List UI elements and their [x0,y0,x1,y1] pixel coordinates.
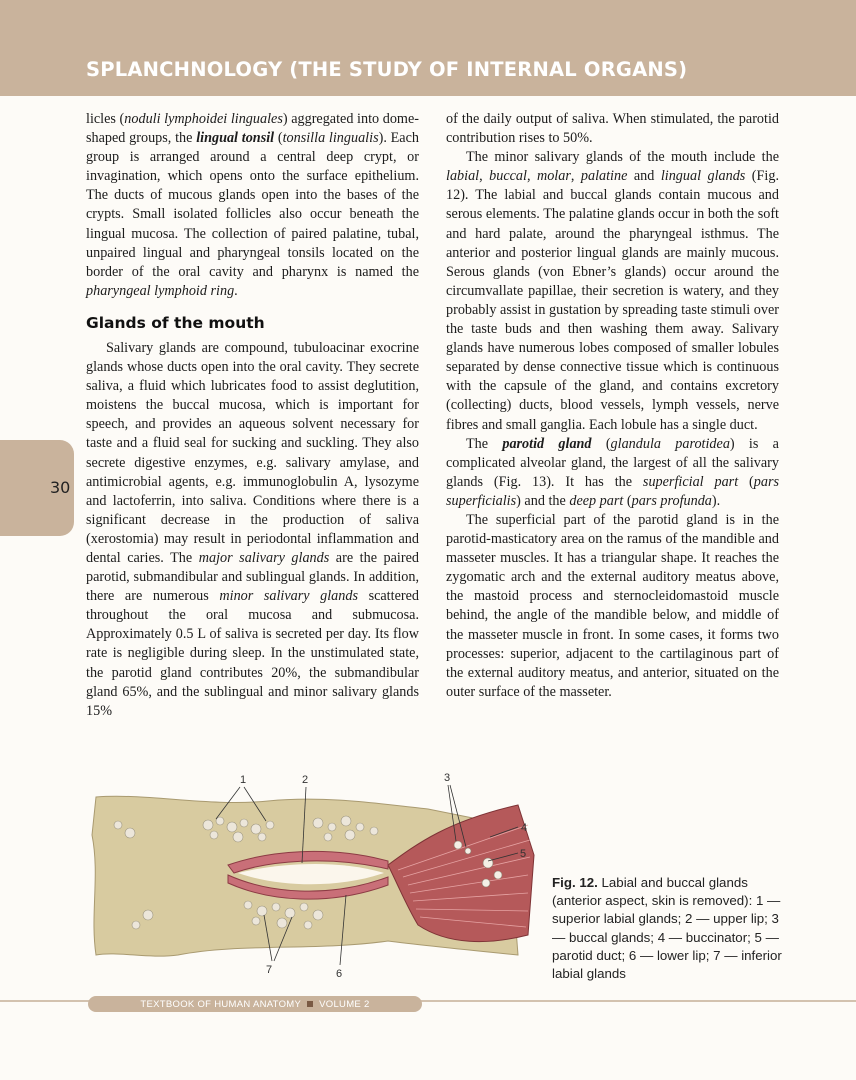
italic-term: molar [536,168,571,185]
figure-caption [552,874,782,983]
italic-term: buccal [489,168,527,185]
text-run: ) and the [516,492,570,509]
italic-term: deep part [569,492,624,509]
text-run: The [466,435,503,452]
emphasis: lingual tonsil [196,130,275,147]
italic-term: glandula parotidea [610,435,730,452]
text-run: ( [591,435,611,452]
italic-term: pharyngeal lymphoid ring [86,282,235,299]
square-bullet-icon [307,1001,313,1007]
footer-band [88,996,422,1012]
text-run: , [479,168,490,185]
text-run: (Fig. 12). The labial and buccal glands contain mucous and serous elements. The palatine glands occur in both the soft and hard palate, around the pharyngeal isthmus. The anterior and posterior lingual glands are mainly mucous. Serous glands (von Ebner’s glands) occur around the circumvallate papillae, their secretion is watery, and they probably assist in gustation by spreading taste stimuli over the taste buds and then washing them away. Salivary glands have numerous lobes composed of smaller lobules separated by dense connective tissue which is continuous with the capsule of the gland, and contains excretory (collecting) ducts, blood vessels, lymph vessels, nerve fibres and small ganglia. Each lobule has a single duct. [446,168,779,433]
figure-label: 3 [444,772,451,784]
text-run: , [570,168,581,185]
paragraph [446,110,779,148]
italic-term: tonsilla lingualis [282,130,379,147]
italic-term: major salivary glands [198,549,330,566]
text-run: and [627,168,661,185]
italic-term: lingual glands [660,168,746,185]
text-run: of the daily output of saliva. When stimulated, the parotid contribution rises to 50%. [446,111,779,147]
text-run: ( [738,473,754,490]
figure-caption-label: Fig. 12. [552,875,598,890]
italic-term: minor salivary glands [219,588,358,605]
right-column [446,110,779,702]
text-run: are the paired parotid, submandibular and sublingual glands. In addition, there are numerous [86,549,419,605]
emphasis: parotid gland [502,435,592,452]
paragraph [86,110,419,301]
figure-illustration [88,765,540,980]
paragraph [446,148,779,434]
figure-label: 7 [266,964,273,976]
text-run: licles ( [86,111,125,127]
figure-label: 4 [521,822,528,834]
footer-book-title: TEXTBOOK OF HUMAN ANATOMY [140,998,302,1010]
text-run: , [526,168,537,185]
italic-term: labial [446,168,480,185]
text-run: Salivary glands are compound, tubuloacinar exocrine glands whose ducts open into the oral cavity. They secrete saliva, a fluid which lubricates food to assist deglutition, moistens the buccal mucosa, which is important for speech, and provides an aqueous solvent necessary for taste and a fluid seal for sucking and suckling. They also secrete digestive enzymes, e.g. salivary amylase, and antimicrobial agents, e.g. immunoglobulin A, lysozyme and lactoferrin, into saliva. Conditions where there is a significant decrease in the production of saliva (xerostomia) may result in periodontal inflammation and dental caries. The [86,339,419,566]
header-band [0,0,856,96]
chapter-title: SPLANCHNOLOGY (THE STUDY OF INTERNAL ORGANS) [86,58,688,81]
text-run: ( [274,130,283,147]
text-run: ( [623,492,632,509]
italic-term: palatine [580,168,628,185]
italic-term: noduli lymphoidei linguales [124,111,283,127]
text-run: The superficial part of the parotid gland is in the parotid-masticatory area on the ramus of the mandible and masseter muscles. It has a triangular shape. It reaches the zygomatic arch and the external auditory meatus above, the mastoid process and sternocleidomastoid muscle behind, the angle of the mandible below, and middle of the masseter muscle in front. In some cases, it forms two processes: superior, adjacent to the cartilaginous part of the external auditory meatus, and anterior, situated on the outer surface of the masseter. [446,511,779,700]
italic-term: superficial part [642,473,739,490]
text-run: ) is a complicated alveolar gland, the largest of all the salivary glands (Fig. 13). It has the [446,435,779,490]
text-run: ) aggregated into dome-shaped groups, the [86,111,419,147]
figure-label: 6 [336,968,343,980]
lips-illustration [88,765,540,980]
paragraph [86,339,419,721]
footer-volume: VOLUME 2 [319,998,370,1010]
page-number: 30 [50,478,71,497]
paragraph [446,435,779,511]
text-run: The minor salivary glands of the mouth include the [466,149,779,166]
text-run: scattered throughout the oral mucosa and submucosa. Approximately 0.5 L of saliva is secreted per day. Its flow rate is negligible during sleep. In the unstimulated state, the parotid gland contributes 20%, the submandibular gland 65%, and the sublingual and minor salivary glands 15% [86,588,419,719]
figure-label: 5 [520,848,527,860]
text-run: ). Each group is arranged around a central deep crypt, or invagination, which opens onto the surface epithelium. The ducts of mucous glands open into the bases of the crypts. Small isolated follicles also occur beneath the lingual mucosa. The collection of paired palatine, tubal, unpaired lingual and pharyngeal tonsils located on the border of the oral cavity and pharynx is named the [86,130,419,280]
italic-term: pars profunda [631,492,712,509]
figure-caption-text: Labial and buccal glands (anterior aspect, skin is removed): 1 — superior labial glands; 2 — upper lip; 3 — buccal glands; 4 — buccinator; 5 — parotid duct; 6 — lower lip; 7 — inferior labial glands [552,875,782,982]
figure-label: 1 [240,774,247,786]
text-run: . [234,282,238,299]
left-column [86,110,419,721]
text-run: ). [711,492,721,509]
section-heading: Glands of the mouth [86,313,265,332]
paragraph [446,511,779,702]
figure-label: 2 [302,774,309,786]
italic-term: pars superficialis [446,473,779,509]
